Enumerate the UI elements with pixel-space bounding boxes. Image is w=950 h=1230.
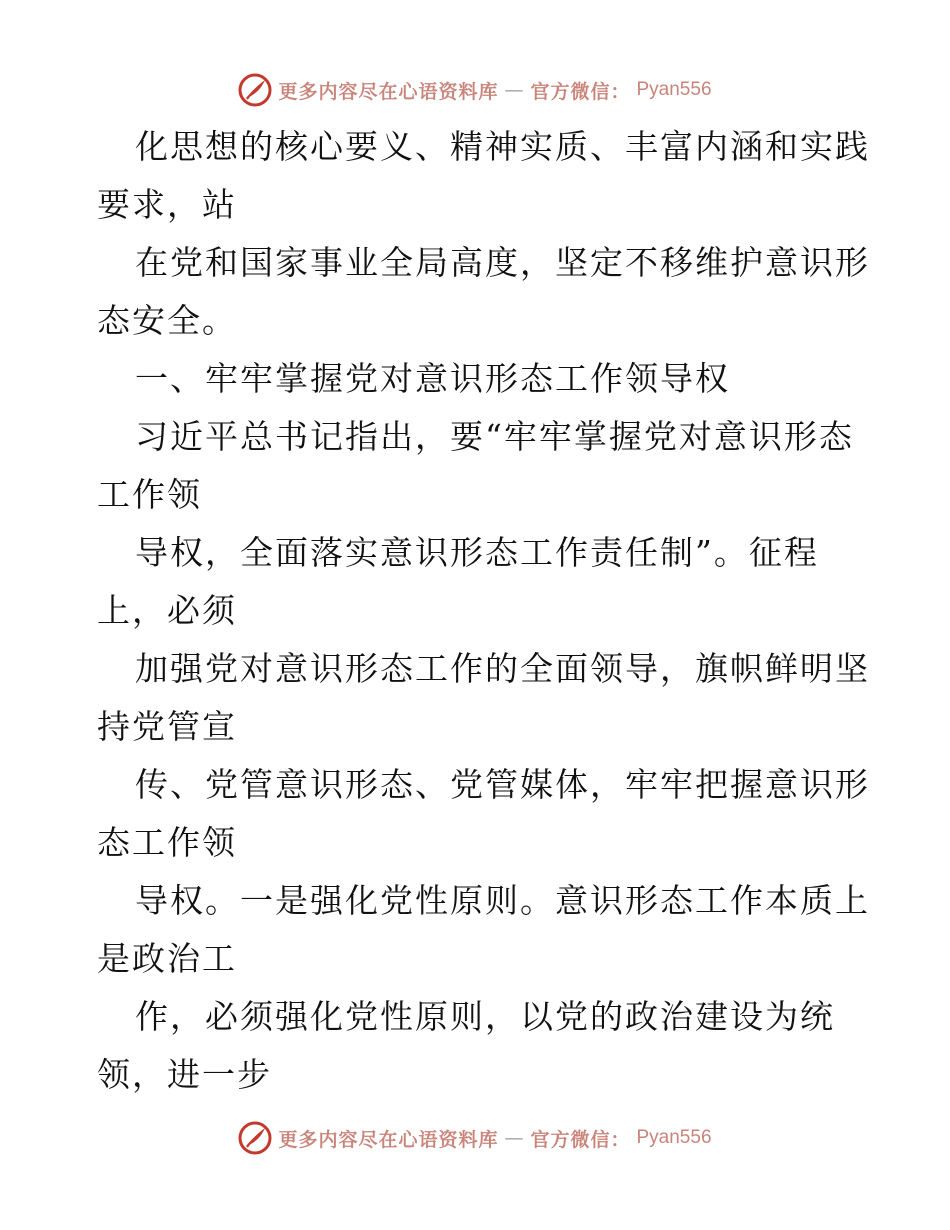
banner-label: 官方微信： xyxy=(530,1128,631,1151)
text-line: 态工作领 xyxy=(97,823,237,862)
text-line: 作，必须强化党性原则，以党的政治建设为统 xyxy=(135,997,835,1036)
banner-main-text: 更多内容尽在心语资料库 xyxy=(278,80,499,103)
text-line: 加强党对意识形态工作的全面领导，旗帜鲜明坚 xyxy=(135,649,870,688)
text-line: 要求，站 xyxy=(97,185,237,224)
banner-wechat-id: Pyan556 xyxy=(636,79,712,100)
text-line: 态安全。 xyxy=(97,301,237,340)
text-line: 持党管宣 xyxy=(97,707,237,746)
text-line: 化思想的核心要义、精神实质、丰富内涵和实践 xyxy=(135,127,870,166)
text-line: 工作领 xyxy=(97,475,202,514)
banner-separator: — xyxy=(504,79,525,101)
text-line: 导权。一是强化党性原则。意识形态工作本质上 xyxy=(135,881,870,920)
text-line: 习近平总书记指出，要“牢牢掌握党对意识形态 xyxy=(135,417,854,456)
footer-banner xyxy=(0,1118,950,1158)
text-line: 导权，全面落实意识形态工作责任制”。征程 xyxy=(135,533,819,572)
text-line: 传、党管意识形态、党管媒体，牢牢把握意识形 xyxy=(135,765,870,804)
section-heading: 一、牢牢掌握党对意识形态工作领导权 xyxy=(135,359,730,398)
banner-wechat-id: Pyan556 xyxy=(636,1127,712,1148)
text-line: 上，必须 xyxy=(97,591,237,630)
text-line: 是政治工 xyxy=(97,939,237,978)
document-body xyxy=(97,118,870,1104)
banner-label: 官方微信： xyxy=(530,80,631,103)
banner-main-text: 更多内容尽在心语资料库 xyxy=(278,1128,499,1151)
quill-logo-icon xyxy=(238,1121,272,1155)
header-banner xyxy=(0,70,950,110)
text-line: 领，进一步 xyxy=(97,1055,272,1094)
banner-separator: — xyxy=(504,1127,525,1149)
text-line: 在党和国家事业全局高度，坚定不移维护意识形 xyxy=(135,243,870,282)
quill-logo-icon xyxy=(238,73,272,107)
